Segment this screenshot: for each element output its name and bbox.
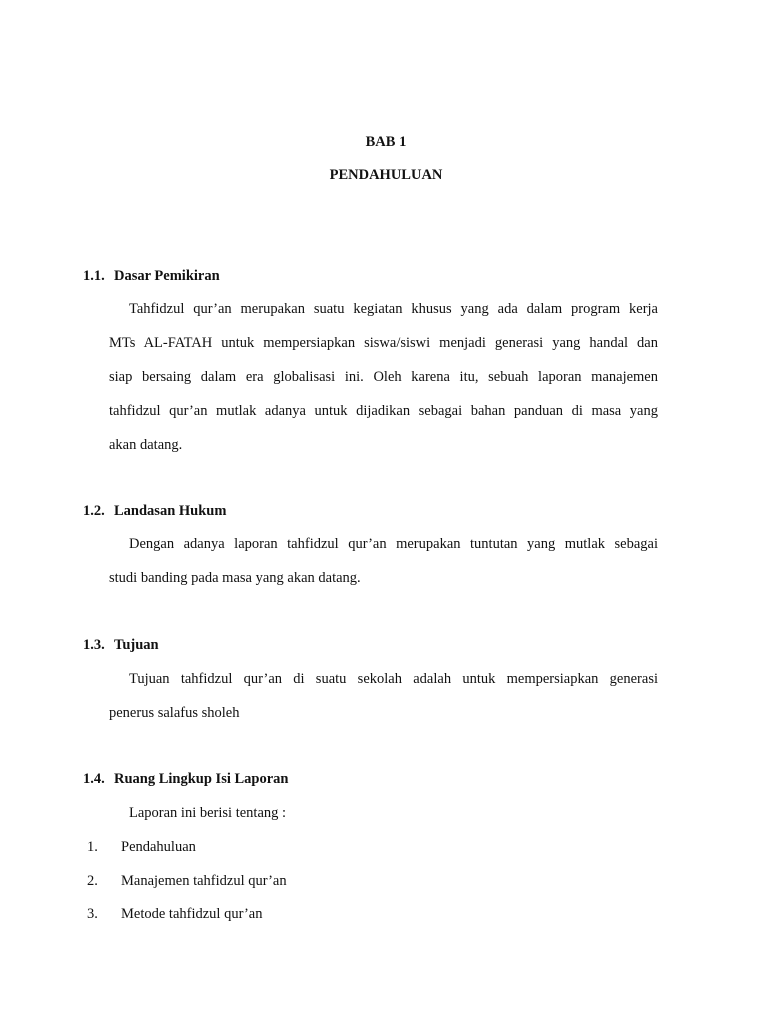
section-title: Tujuan [114, 637, 159, 653]
section-number: 1.2. [83, 503, 105, 519]
section-number: 1.3. [83, 637, 105, 653]
list-number: 1. [87, 839, 98, 855]
section-title: Landasan Hukum [114, 503, 227, 519]
section-title: Dasar Pemikiran [114, 268, 220, 284]
paragraph-line: penerus salafus sholeh [109, 705, 240, 721]
chapter-label: BAB 1 [365, 134, 407, 150]
section-heading-1-4 [83, 771, 288, 788]
paragraph-line: tahfidzul qur’an mutlak adanya untuk dijadikan sebagai bahan panduan di masa yang [109, 403, 658, 419]
paragraph-line: Laporan ini berisi tentang : [129, 805, 287, 821]
paragraph-line: MTs AL-FATAH untuk mempersiapkan siswa/siswi menjadi generasi yang handal dan [109, 335, 658, 351]
paragraph-line: akan datang. [109, 437, 183, 453]
section-heading-1-1 [83, 268, 220, 285]
section-number: 1.1. [83, 268, 105, 284]
list-text: Manajemen tahfidzul qur’an [121, 873, 287, 889]
section-heading-1-3 [83, 637, 159, 654]
chapter-title: PENDAHULUAN [329, 167, 443, 183]
list-text: Metode tahfidzul qur’an [121, 906, 263, 922]
paragraph-line: Dengan adanya laporan tahfidzul qur’an merupakan tuntutan yang mutlak sebagai [129, 536, 658, 552]
paragraph-line: siap bersaing dalam era globalisasi ini. Oleh karena itu, sebuah laporan manajemen [109, 369, 658, 385]
paragraph-line: studi banding pada masa yang akan datang. [109, 570, 361, 586]
list-number: 3. [87, 906, 98, 922]
list-number: 2. [87, 873, 98, 889]
list-text: Pendahuluan [121, 839, 196, 855]
section-number: 1.4. [83, 771, 105, 787]
paragraph-line: Tahfidzul qur’an merupakan suatu kegiatan khusus yang ada dalam program kerja [129, 301, 658, 317]
section-title: Ruang Lingkup Isi Laporan [114, 771, 289, 787]
section-heading-1-2 [83, 503, 226, 520]
paragraph-line: Tujuan tahfidzul qur’an di suatu sekolah adalah untuk mempersiapkan generasi [129, 671, 658, 687]
